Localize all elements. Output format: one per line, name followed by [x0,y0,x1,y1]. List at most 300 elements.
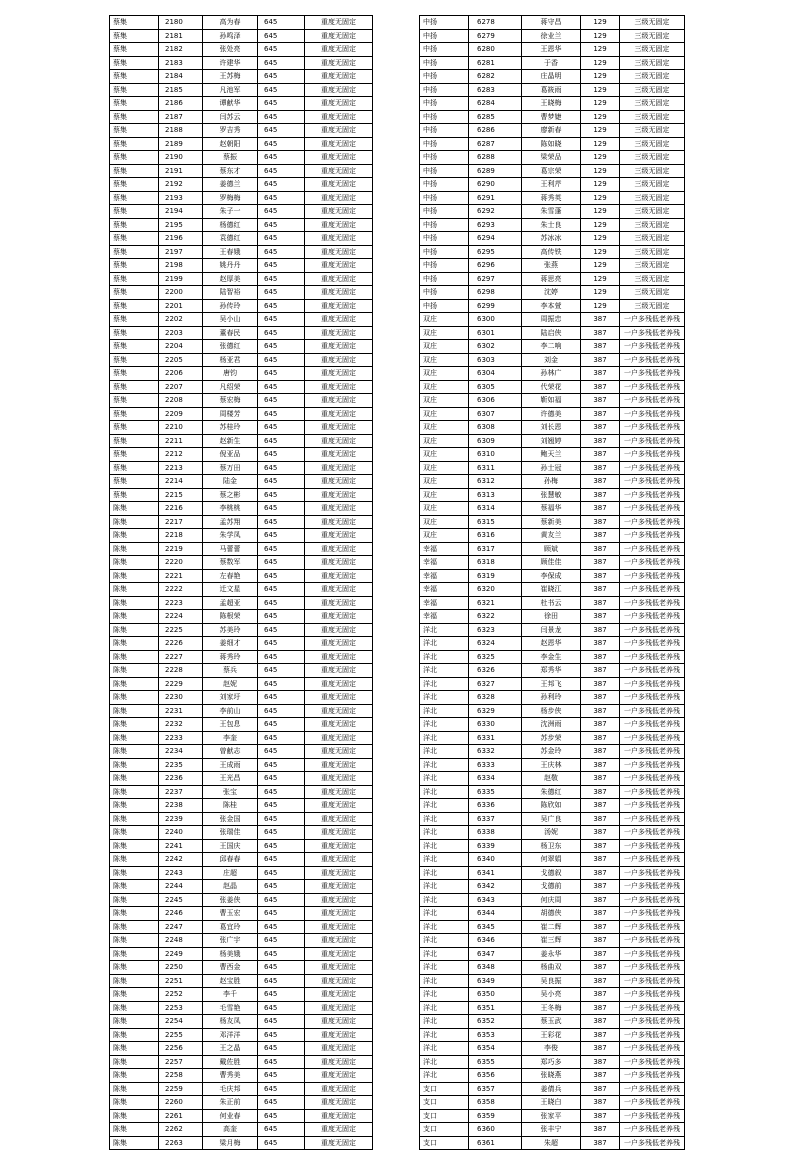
table-row [110,286,373,300]
serial-cell: 6316 [469,529,522,543]
amount-cell: 129 [581,43,620,57]
table-row [420,799,685,813]
serial-cell: 6322 [469,610,522,624]
name-cell: 张丰宁 [522,1123,581,1137]
name-cell: 王利芹 [522,178,581,192]
serial-cell: 6337 [469,812,522,826]
table-row [420,583,685,597]
serial-cell: 2245 [159,893,203,907]
town-cell: 双庄 [420,502,469,516]
table-row [110,1055,373,1069]
name-cell: 凡绍荣 [203,380,258,394]
table-row [110,1082,373,1096]
amount-cell: 645 [258,43,305,57]
amount-cell: 387 [581,407,620,421]
serial-cell: 6343 [469,893,522,907]
table-row [420,407,685,421]
serial-cell: 2250 [159,961,203,975]
amount-cell: 645 [258,961,305,975]
category-cell: 一户多残低老养残 [620,1069,685,1083]
category-cell: 重度无固定 [305,164,373,178]
table-row [420,475,685,489]
serial-cell: 6298 [469,286,522,300]
name-cell: 迁文星 [203,583,258,597]
town-cell: 蔡集 [110,299,159,313]
serial-cell: 6356 [469,1069,522,1083]
table-row [420,947,685,961]
serial-cell: 6292 [469,205,522,219]
name-cell: 朱子一 [203,205,258,219]
serial-cell: 2202 [159,313,203,327]
category-cell: 一户多残低老养残 [620,907,685,921]
table-row [420,569,685,583]
amount-cell: 645 [258,83,305,97]
amount-cell: 645 [258,542,305,556]
name-cell: 王春娥 [203,245,258,259]
town-cell: 陈集 [110,704,159,718]
name-cell: 孙传玲 [203,299,258,313]
category-cell: 三级无固定 [620,16,685,30]
name-cell: 王之晶 [203,1042,258,1056]
serial-cell: 6349 [469,974,522,988]
amount-cell: 387 [581,475,620,489]
town-cell: 幸福 [420,583,469,597]
town-cell: 洋北 [420,1015,469,1029]
serial-cell: 6283 [469,83,522,97]
table-row [110,205,373,219]
serial-cell: 6326 [469,664,522,678]
name-cell: 袁德红 [203,232,258,246]
table-row [110,839,373,853]
category-cell: 重度无固定 [305,920,373,934]
table-row [110,29,373,43]
table-row [110,1015,373,1029]
table-row [420,1055,685,1069]
town-cell: 蔡集 [110,83,159,97]
name-cell: 杨德红 [203,218,258,232]
amount-cell: 387 [581,691,620,705]
amount-cell: 129 [581,272,620,286]
town-cell: 蔡集 [110,475,159,489]
table-row [110,785,373,799]
name-cell: 曹西金 [203,961,258,975]
category-cell: 重度无固定 [305,556,373,570]
town-cell: 蔡集 [110,353,159,367]
amount-cell: 387 [581,461,620,475]
category-cell: 重度无固定 [305,205,373,219]
amount-cell: 387 [581,623,620,637]
serial-cell: 6313 [469,488,522,502]
town-cell: 洋北 [420,1028,469,1042]
table-row [110,1109,373,1123]
serial-cell: 6301 [469,326,522,340]
table-row [420,866,685,880]
category-cell: 重度无固定 [305,947,373,961]
amount-cell: 645 [258,394,305,408]
name-cell: 苏桂玲 [203,421,258,435]
category-cell: 三级无固定 [620,299,685,313]
name-cell: 李金生 [522,650,581,664]
name-cell: 高传铁 [522,245,581,259]
serial-cell: 2186 [159,97,203,111]
table-row [110,421,373,435]
town-cell: 陈集 [110,677,159,691]
name-cell: 蔡万田 [203,461,258,475]
table-row [110,1001,373,1015]
serial-cell: 2196 [159,232,203,246]
amount-cell: 645 [258,853,305,867]
table-row [420,718,685,732]
category-cell: 重度无固定 [305,394,373,408]
amount-cell: 129 [581,70,620,84]
amount-cell: 645 [258,286,305,300]
amount-cell: 645 [258,1015,305,1029]
category-cell: 一户多残低老养残 [620,812,685,826]
category-cell: 重度无固定 [305,596,373,610]
serial-cell: 6302 [469,340,522,354]
table-row [110,745,373,759]
amount-cell: 645 [258,16,305,30]
table-row [420,880,685,894]
table-row [420,596,685,610]
name-cell: 杨友凤 [203,1015,258,1029]
amount-cell: 387 [581,920,620,934]
town-cell: 蔡集 [110,313,159,327]
amount-cell: 645 [258,799,305,813]
amount-cell: 645 [258,704,305,718]
table-row [110,1136,373,1150]
name-cell: 张姜侠 [203,893,258,907]
amount-cell: 645 [258,880,305,894]
serial-cell: 6291 [469,191,522,205]
amount-cell: 645 [258,529,305,543]
amount-cell: 645 [258,137,305,151]
town-cell: 陈集 [110,1136,159,1150]
name-cell: 张德红 [203,340,258,354]
table-row [420,637,685,651]
table-row [110,920,373,934]
category-cell: 重度无固定 [305,272,373,286]
town-cell: 陈集 [110,758,159,772]
name-cell: 王庆林 [522,758,581,772]
table-row [420,758,685,772]
table-row [110,434,373,448]
table-row [110,610,373,624]
amount-cell: 129 [581,83,620,97]
amount-cell: 645 [258,866,305,880]
name-cell: 周楼芳 [203,407,258,421]
name-cell: 张慧敏 [522,488,581,502]
name-cell: 蒋思亮 [522,272,581,286]
name-cell: 刘长恩 [522,421,581,435]
amount-cell: 387 [581,1082,620,1096]
town-cell: 陈集 [110,1042,159,1056]
serial-cell: 2248 [159,934,203,948]
amount-cell: 645 [258,677,305,691]
category-cell: 三级无固定 [620,29,685,43]
town-cell: 幸福 [420,556,469,570]
serial-cell: 6352 [469,1015,522,1029]
town-cell: 陈集 [110,556,159,570]
serial-cell: 2208 [159,394,203,408]
name-cell: 王成雨 [203,758,258,772]
serial-cell: 6288 [469,151,522,165]
category-cell: 重度无固定 [305,907,373,921]
category-cell: 一户多残低老养残 [620,488,685,502]
amount-cell: 645 [258,29,305,43]
name-cell: 邓洋洋 [203,1028,258,1042]
category-cell: 重度无固定 [305,326,373,340]
name-cell: 崔二辉 [522,920,581,934]
table-row [110,1069,373,1083]
amount-cell: 645 [258,934,305,948]
town-cell: 陈集 [110,583,159,597]
table-row [420,502,685,516]
town-cell: 洋北 [420,677,469,691]
name-cell: 鲍天兰 [522,448,581,462]
amount-cell: 645 [258,907,305,921]
serial-cell: 2251 [159,974,203,988]
category-cell: 重度无固定 [305,191,373,205]
category-cell: 一户多残低老养残 [620,988,685,1002]
table-row [420,434,685,448]
name-cell: 曹秀美 [203,1069,258,1083]
town-cell: 洋北 [420,839,469,853]
table-row [420,542,685,556]
category-cell: 三级无固定 [620,151,685,165]
town-cell: 陈集 [110,826,159,840]
category-cell: 三级无固定 [620,259,685,273]
category-cell: 一户多残低老养残 [620,799,685,813]
town-cell: 陈集 [110,1082,159,1096]
name-cell: 王光昌 [203,772,258,786]
table-row [420,124,685,138]
category-cell: 一户多残低老养残 [620,1096,685,1110]
name-cell: 朱德红 [522,785,581,799]
serial-cell: 6294 [469,232,522,246]
name-cell: 孙林广 [522,367,581,381]
category-cell: 一户多残低老养残 [620,785,685,799]
serial-cell: 6289 [469,164,522,178]
table-row [110,299,373,313]
table-row [420,191,685,205]
serial-cell: 6347 [469,947,522,961]
town-cell: 蔡集 [110,448,159,462]
table-row [420,529,685,543]
serial-cell: 2238 [159,799,203,813]
town-cell: 陈集 [110,691,159,705]
town-cell: 洋北 [420,1055,469,1069]
town-cell: 支口 [420,1109,469,1123]
town-cell: 双庄 [420,515,469,529]
category-cell: 重度无固定 [305,799,373,813]
table-row [420,1109,685,1123]
category-cell: 重度无固定 [305,583,373,597]
category-cell: 重度无固定 [305,1109,373,1123]
name-cell: 王彩花 [522,1028,581,1042]
category-cell: 重度无固定 [305,502,373,516]
category-cell: 重度无固定 [305,569,373,583]
serial-cell: 2243 [159,866,203,880]
table-row [420,340,685,354]
category-cell: 一户多残低老养残 [620,475,685,489]
table-row [110,83,373,97]
amount-cell: 645 [258,1001,305,1015]
amount-cell: 645 [258,299,305,313]
town-cell: 洋北 [420,718,469,732]
town-cell: 蔡集 [110,151,159,165]
serial-cell: 6314 [469,502,522,516]
name-cell: 李保成 [522,569,581,583]
amount-cell: 645 [258,1109,305,1123]
name-cell: 孙士冠 [522,461,581,475]
table-row [110,583,373,597]
town-cell: 双庄 [420,313,469,327]
serial-cell: 2263 [159,1136,203,1150]
name-cell: 刘家圩 [203,691,258,705]
category-cell: 一户多残低老养残 [620,421,685,435]
name-cell: 代荣花 [522,380,581,394]
serial-cell: 6335 [469,785,522,799]
name-cell: 谭献华 [203,97,258,111]
amount-cell: 645 [258,97,305,111]
amount-cell: 387 [581,542,620,556]
amount-cell: 645 [258,583,305,597]
amount-cell: 645 [258,475,305,489]
name-cell: 葛筱雨 [522,83,581,97]
name-cell: 杜书云 [522,596,581,610]
category-cell: 重度无固定 [305,610,373,624]
town-cell: 洋北 [420,758,469,772]
category-cell: 一户多残低老养残 [620,556,685,570]
table-row [110,56,373,70]
category-cell: 重度无固定 [305,1055,373,1069]
name-cell: 曾献志 [203,745,258,759]
serial-cell: 6359 [469,1109,522,1123]
town-cell: 蔡集 [110,232,159,246]
town-cell: 陈集 [110,961,159,975]
serial-cell: 2192 [159,178,203,192]
table-row [110,974,373,988]
name-cell: 张晓燕 [522,1069,581,1083]
name-cell: 吴小山 [203,313,258,327]
town-cell: 支口 [420,1123,469,1137]
name-cell: 许德美 [522,407,581,421]
category-cell: 重度无固定 [305,367,373,381]
serial-cell: 2219 [159,542,203,556]
category-cell: 重度无固定 [305,961,373,975]
serial-cell: 2204 [159,340,203,354]
serial-cell: 6312 [469,475,522,489]
serial-cell: 2227 [159,650,203,664]
town-cell: 中扬 [420,232,469,246]
serial-cell: 6338 [469,826,522,840]
amount-cell: 645 [258,1055,305,1069]
amount-cell: 387 [581,313,620,327]
town-cell: 中扬 [420,299,469,313]
amount-cell: 645 [258,245,305,259]
table-row [420,556,685,570]
table-row [420,83,685,97]
category-cell: 重度无固定 [305,731,373,745]
town-cell: 蔡集 [110,245,159,259]
serial-cell: 2213 [159,461,203,475]
category-cell: 三级无固定 [620,286,685,300]
serial-cell: 6282 [469,70,522,84]
name-cell: 王国庆 [203,839,258,853]
amount-cell: 387 [581,515,620,529]
category-cell: 重度无固定 [305,218,373,232]
amount-cell: 387 [581,961,620,975]
category-cell: 重度无固定 [305,421,373,435]
table-row [420,704,685,718]
table-row [110,623,373,637]
category-cell: 重度无固定 [305,529,373,543]
amount-cell: 645 [258,839,305,853]
name-cell: 孟超亚 [203,596,258,610]
amount-cell: 387 [581,367,620,381]
category-cell: 一户多残低老养残 [620,853,685,867]
town-cell: 中扬 [420,137,469,151]
category-cell: 重度无固定 [305,29,373,43]
table-row [420,1015,685,1029]
category-cell: 一户多残低老养残 [620,961,685,975]
name-cell: 朱超 [522,1136,581,1150]
table-row [420,70,685,84]
table-row [420,893,685,907]
amount-cell: 387 [581,826,620,840]
name-cell: 赵妮 [203,677,258,691]
table-row [420,245,685,259]
name-cell: 蒋守昌 [522,16,581,30]
serial-cell: 6346 [469,934,522,948]
serial-cell: 2216 [159,502,203,516]
category-cell: 重度无固定 [305,56,373,70]
name-cell: 吴广良 [522,812,581,826]
serial-cell: 6318 [469,556,522,570]
name-cell: 陈如晓 [522,137,581,151]
table-row [110,596,373,610]
town-cell: 洋北 [420,934,469,948]
category-cell: 一户多残低老养残 [620,1001,685,1015]
amount-cell: 645 [258,70,305,84]
category-cell: 一户多残低老养残 [620,704,685,718]
table-row [420,691,685,705]
name-cell: 陆智裕 [203,286,258,300]
serial-cell: 2256 [159,1042,203,1056]
category-cell: 三级无固定 [620,43,685,57]
category-cell: 重度无固定 [305,974,373,988]
name-cell: 梁月梅 [203,1136,258,1150]
town-cell: 蔡集 [110,205,159,219]
amount-cell: 645 [258,340,305,354]
serial-cell: 2222 [159,583,203,597]
category-cell: 重度无固定 [305,1136,373,1150]
name-cell: 赵厚美 [203,272,258,286]
category-cell: 三级无固定 [620,70,685,84]
amount-cell: 129 [581,205,620,219]
category-cell: 一户多残低老养残 [620,326,685,340]
table-row [110,542,373,556]
name-cell: 朱学凤 [203,529,258,543]
serial-cell: 2214 [159,475,203,489]
name-cell: 蔡振 [203,151,258,165]
amount-cell: 387 [581,1069,620,1083]
town-cell: 中扬 [420,124,469,138]
town-cell: 洋北 [420,907,469,921]
town-cell: 蔡集 [110,461,159,475]
serial-cell: 2262 [159,1123,203,1137]
